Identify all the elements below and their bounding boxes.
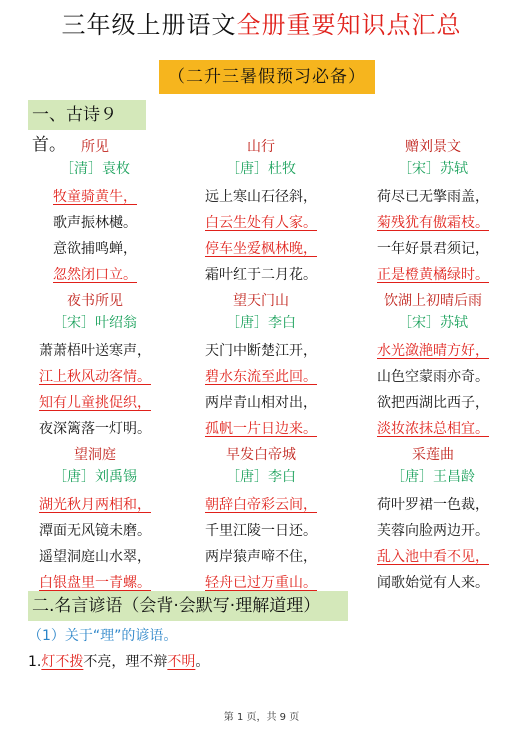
poem-author: ［唐］李白 — [226, 469, 296, 485]
poem-line-key: 湖光秋月两相和， — [39, 497, 151, 513]
poem-line-key: 知有儿童挑促织， — [39, 395, 151, 411]
poem-block — [358, 290, 508, 442]
poem-line: 潭面无风镜未磨。 — [39, 523, 151, 539]
poem-line: 荷叶罗裙一色裁， — [377, 497, 489, 513]
poem-line: 萧萧梧叶送寒声， — [39, 343, 151, 359]
poem-title: 山行 — [247, 139, 275, 155]
proverb-number: 1. — [28, 654, 42, 670]
subtitle-badge: （二升三暑假预习必备） — [159, 60, 375, 94]
poem-block — [20, 290, 170, 442]
section-heading-proverbs: 二.名言谚语（会背·会默写·理解道理） — [28, 591, 348, 621]
poem-block — [358, 136, 508, 288]
poem-line: 远上寒山石径斜， — [205, 189, 317, 205]
page-title — [0, 8, 523, 42]
poem-line: 一年好景君须记， — [377, 241, 489, 257]
poem-block — [186, 290, 336, 442]
poem-line: 天门中断楚江开， — [205, 343, 317, 359]
section-heading-poems: 一、古诗９首。 — [28, 100, 146, 130]
proverb-end: 。 — [195, 654, 210, 670]
poem-author: ［唐］王昌龄 — [391, 469, 475, 485]
poem-block — [186, 444, 336, 596]
poem-line-key: 淡妆浓抹总相宜。 — [377, 421, 489, 437]
poem-title: 采莲曲 — [412, 447, 454, 463]
poem-author: ［宋］苏轼 — [398, 161, 468, 177]
poem-line: 遥望洞庭山水翠， — [39, 549, 151, 565]
poem-author: ［唐］李白 — [226, 315, 296, 331]
poem-block — [20, 444, 170, 596]
poem-lines — [358, 492, 508, 596]
poem-author: ［宋］叶绍翁 — [53, 315, 137, 331]
poem-line: 两岸青山相对出， — [205, 395, 317, 411]
poem-line: 夜深篱落一灯明。 — [39, 421, 151, 437]
poem-title: 赠刘景文 — [405, 139, 461, 155]
poem-title: 早发白帝城 — [226, 447, 296, 463]
title-red: 全册重要知识点汇总 — [236, 11, 462, 39]
poem-line-key: 轻舟已过万重山。 — [205, 575, 317, 591]
poem-line: 两岸猿声啼不住， — [205, 549, 317, 565]
poem-line-key: 水光潋滟晴方好， — [377, 343, 489, 359]
poem-lines — [20, 492, 170, 596]
poem-line-key: 江上秋风动客情。 — [39, 369, 151, 385]
poem-line: 千里江陵一日还。 — [205, 523, 317, 539]
poem-block — [20, 136, 170, 288]
poem-line-key: 正是橙黄橘绿时。 — [377, 267, 489, 283]
poem-title: 夜书所见 — [67, 293, 123, 309]
poem-line-key: 朝辞白帝彩云间， — [205, 497, 317, 513]
proverb-line — [28, 652, 209, 672]
poem-lines — [186, 338, 336, 442]
poem-line: 闻歌始觉有人来。 — [377, 575, 489, 591]
poem-lines — [186, 492, 336, 596]
poem-line: 荷尽已无擎雨盖， — [377, 189, 489, 205]
poem-author: ［唐］刘禹锡 — [53, 469, 137, 485]
poem-line: 歌声振林樾。 — [53, 215, 137, 231]
poem-line: 意欲捕鸣蝉， — [53, 241, 137, 257]
poem-line-key: 碧水东流至此回。 — [205, 369, 317, 385]
poem-author: ［宋］苏轼 — [398, 315, 468, 331]
poem-line: 芙蓉向脸两边开。 — [377, 523, 489, 539]
poem-author: ［唐］杜牧 — [226, 161, 296, 177]
poem-line-key: 白云生处有人家。 — [205, 215, 317, 231]
poem-line-key: 牧童骑黄牛， — [53, 189, 137, 205]
proverb-text: 不亮，理不辩 — [83, 654, 168, 670]
poem-lines — [20, 184, 170, 288]
proverb-highlight: 灯不拨 — [41, 654, 84, 670]
poem-line-key: 停车坐爱枫林晚， — [205, 241, 317, 257]
poem-lines — [186, 184, 336, 288]
page-footer: 第 1 页，共 9 页 — [223, 712, 300, 723]
poem-lines — [358, 184, 508, 288]
poem-line: 山色空蒙雨亦奇。 — [377, 369, 489, 385]
poem-title: 饮湖上初晴后雨 — [384, 293, 482, 309]
poem-title: 所见 — [81, 139, 109, 155]
poem-line-key: 白银盘里一青螺。 — [39, 575, 151, 591]
poem-line-key: 忽然闭口立。 — [53, 267, 137, 283]
title-black: 三年级上册语文 — [61, 11, 237, 39]
poem-author: ［清］袁枚 — [60, 161, 130, 177]
proverb-highlight: 不明 — [167, 654, 196, 670]
poem-line-key: 乱入池中看不见， — [377, 549, 489, 565]
poem-title: 望天门山 — [233, 293, 289, 309]
poem-title: 望洞庭 — [74, 447, 116, 463]
poem-lines — [358, 338, 508, 442]
poem-line: 霜叶红于二月花。 — [205, 267, 317, 283]
poem-block — [358, 444, 508, 596]
poem-line: 欲把西湖比西子， — [377, 395, 489, 411]
poem-line-key: 孤帆一片日边来。 — [205, 421, 317, 437]
poem-lines — [20, 338, 170, 442]
poem-block — [186, 136, 336, 288]
proverb-subheading: （1）关于“理”的谚语。 — [28, 628, 178, 644]
poem-line-key: 菊残犹有傲霜枝。 — [377, 215, 489, 231]
